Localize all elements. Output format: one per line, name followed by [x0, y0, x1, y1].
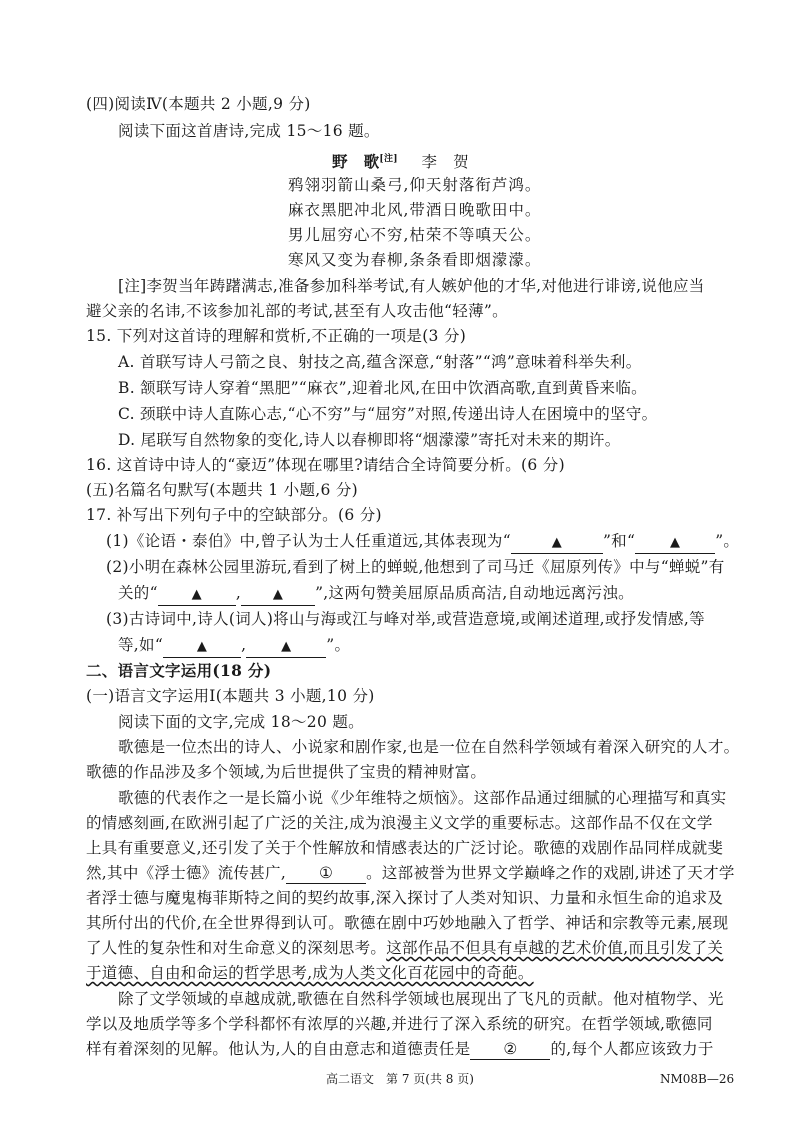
passage-p1-line-1: 歌德是一位杰出的诗人、小说家和剧作家,也是一位在自然科学领域有着深入研究的人才。	[118, 738, 740, 756]
passage-p2-line-2: 的情感刻画,在欧洲引起了广泛的关注,成为浪漫主义文学的重要标志。这部作品不仅在文学	[86, 814, 713, 832]
question-17-item-2-line-1: (2)小明在森林公园里游玩,看到了树上的蝉蜕,他想到了司马迁《屈原列传》中与“蝉蜕”有	[106, 558, 725, 576]
page-footer-label: 高二语文 第 7 页(共 8 页)	[326, 1072, 474, 1086]
question-17-item-3-line-1: (3)古诗词中,诗人(词人)将山与海或江与峰对举,或营造意境,或阐述道理,或抒发情感,等	[106, 610, 705, 628]
answer-blank: ▲	[241, 583, 315, 606]
question-17-stem: 17. 补写出下列句子中的空缺部分。(6 分)	[86, 506, 382, 524]
question-15-option-d: D. 尾联写自然物象的变化,诗人以春柳即将“烟濛濛”寄托对未来的期许。	[118, 431, 621, 449]
part-2-subheading: (一)语言文字运用Ⅰ(本题共 3 小题,10 分)	[86, 687, 375, 705]
passage-p2-line-1: 歌德的代表作之一是长篇小说《少年维特之烦恼》。这部作品通过细腻的心理描写和真实	[118, 789, 727, 807]
question-17-item-3-line-2: 等,如“ ▲ , ▲ ”。	[118, 635, 350, 658]
passage-p2-line-4: 然,其中《浮士德》流传甚广, ① 。这部被誉为世界文学巅峰之作的戏剧,讲述了天才学	[86, 864, 735, 882]
poem-title-line	[332, 149, 469, 172]
section-4-intro: 阅读下面这首唐诗,完成 15～16 题。	[118, 122, 380, 140]
passage-p2-line-6: 其所付出的代价,在全世界得到认可。歌德在剧中巧妙地融入了哲学、神话和宗教等元素,展现	[86, 914, 729, 932]
question-17-item-2-line-2: 关的“ ▲ , ▲ ”,这两句赞美屈原品质高洁,自动地远离污浊。	[118, 583, 634, 606]
section-4-heading: (四)阅读Ⅳ(本题共 2 小题,9 分)	[86, 95, 311, 113]
blank-1: ①	[286, 863, 366, 884]
passage-p3-line-3: 样有着深刻的见解。他认为,人的自由意志和道德责任是 ② 的,每个人都应该致力于	[86, 1040, 714, 1058]
answer-blank: ▲	[635, 531, 715, 554]
blank-2: ②	[470, 1039, 550, 1060]
question-15-option-b: B. 颔联写诗人穿着“黑肥”“麻衣”,迎着北风,在田中饮酒高歌,直到黄昏来临。	[118, 379, 647, 397]
poem-title: 野 歌	[332, 152, 380, 172]
poem-line-3: 男儿屈穷心不穷,枯荣不等嗔天公。	[288, 226, 542, 244]
poem-line-4: 寒风又变为春柳,条条看即烟濛濛。	[288, 251, 542, 269]
passage-p2-line-3: 上具有重要意义,还引发了关于个性解放和情感表达的广泛讨论。歌德的戏剧作品同样成就斐	[86, 839, 724, 857]
passage-p2-line-5: 者浮士德与魔鬼梅菲斯特之间的契约故事,深入探讨了人类对知识、力量和永恒生命的追求及	[86, 889, 724, 907]
poem-note-mark: [注]	[379, 154, 398, 164]
poem-line-1: 鸦翎羽箭山桑弓,仰天射落衔芦鸿。	[288, 176, 542, 194]
poem-author: 李 贺	[421, 153, 469, 172]
poem-note-line-1: [注]李贺当年踌躇满志,准备参加科举考试,有人嫉妒他的才华,对他进行诽谤,说他应当	[118, 277, 705, 295]
question-15-option-a: A. 首联写诗人弓箭之良、射技之高,蕴含深意,“射落”“鸿”意味着科举失利。	[118, 353, 642, 371]
paper-code: NM08B—26	[660, 1072, 735, 1086]
answer-blank: ▲	[511, 531, 603, 554]
poem-note-line-2: 避父亲的名讳,不该参加礼部的考试,甚至有人攻击他“轻薄”。	[86, 302, 508, 320]
answer-blank: ▲	[163, 635, 241, 658]
answer-blank: ▲	[158, 583, 236, 606]
question-15-option-c: C. 颈联中诗人直陈心志,“心不穷”与“屈穷”对照,传递出诗人在困境中的坚守。	[118, 405, 658, 423]
passage-p2-line-7: 了人性的复杂性和对生命意义的深刻思考。这部作品不但具有卓越的艺术价值,而且引发了关	[86, 939, 724, 957]
passage-p2-line-8: 于道德、自由和命运的哲学思考,成为人类文化百花园中的奇葩。	[86, 964, 534, 982]
passage-p3-line-2: 学以及地质学等多个学科都怀有浓厚的兴趣,并进行了深入系统的研究。在哲学领域,歌德同	[86, 1015, 713, 1033]
section-5-heading: (五)名篇名句默写(本题共 1 小题,6 分)	[86, 481, 359, 499]
answer-blank: ▲	[246, 635, 326, 658]
passage-p1-line-2: 歌德的作品涉及多个领域,为后世提供了宝贵的精神财富。	[86, 763, 487, 781]
wavy-underlined-sentence: 这部作品不但具有卓越的艺术价值,而且引发了关	[386, 939, 724, 957]
question-17-item-1: (1)《论语・泰伯》中,曾子认为士人任重道远,其体表现为“ ▲ ”和“ ▲ ”。	[106, 531, 739, 554]
part-2-heading: 二、语言文字运用(18 分)	[86, 661, 272, 680]
passage-p3-line-1: 除了文学领域的卓越成就,歌德在自然科学领域也展现出了飞凡的贡献。他对植物学、光	[118, 990, 724, 1008]
question-15-stem: 15. 下列对这首诗的理解和赏析,不正确的一项是(3 分)	[86, 327, 467, 345]
poem-line-2: 麻衣黑肥冲北风,带酒日晚歌田中。	[288, 201, 542, 219]
question-16-stem: 16. 这首诗中诗人的“豪迈”体现在哪里?请结合全诗简要分析。(6 分)	[86, 456, 565, 474]
part-2-intro: 阅读下面的文字,完成 18～20 题。	[118, 713, 364, 731]
